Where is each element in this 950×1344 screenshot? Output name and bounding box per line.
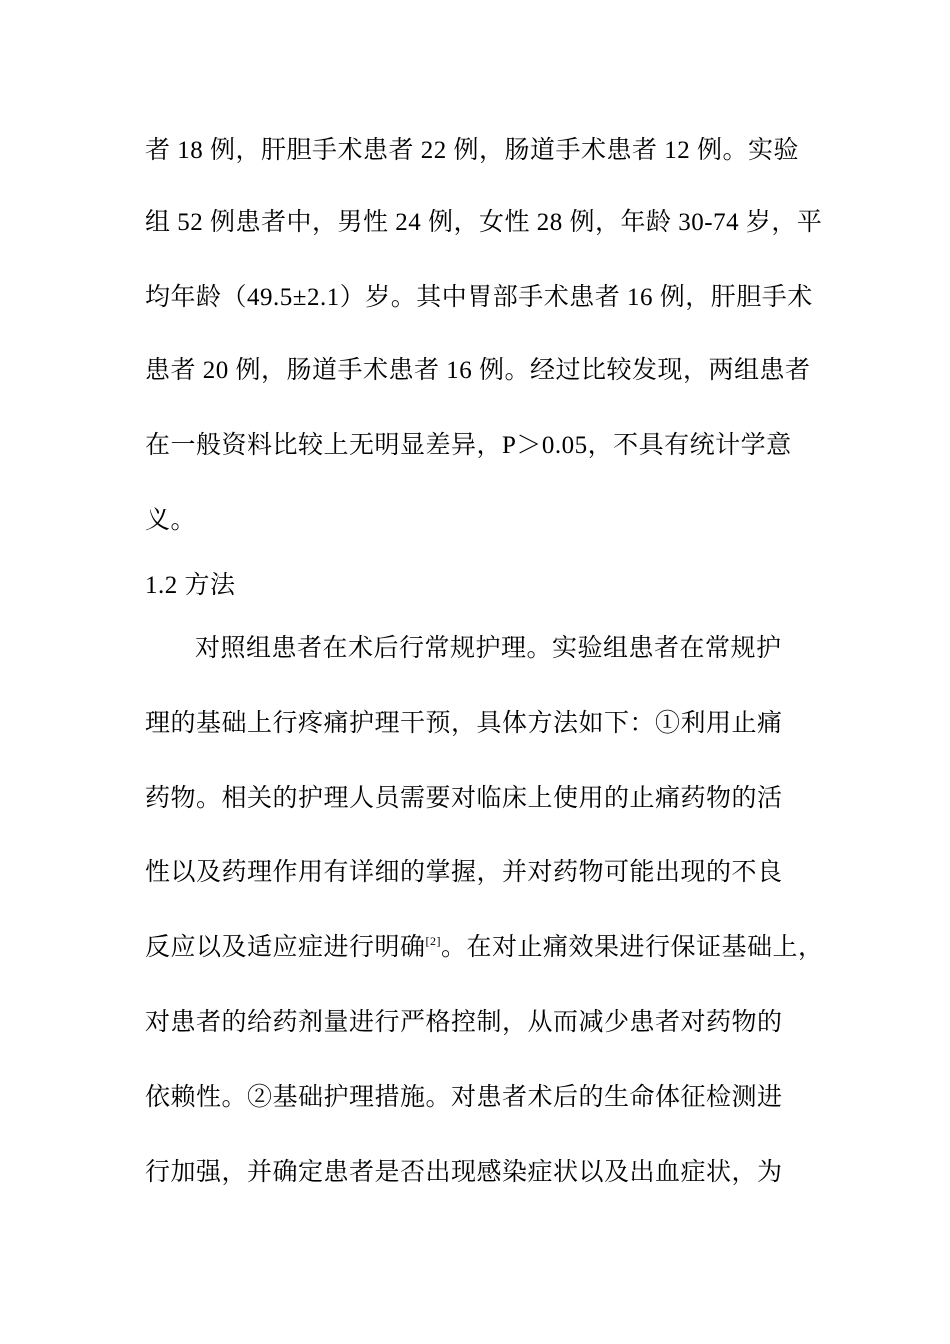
paragraph-line: 性以及药理作用有详细的掌握，并对药物可能出现的不良: [145, 859, 783, 886]
paragraph-line: 依赖性。②基础护理措施。对患者术后的生命体征检测进: [145, 1084, 783, 1111]
paragraph-line: 理的基础上行疼痛护理干预，具体方法如下：①利用止痛: [145, 710, 783, 737]
paragraph-line: 者 18 例，肝胆手术患者 22 例，肠道手术患者 12 例。实验: [145, 137, 800, 164]
section-heading: 1.2 方法: [145, 572, 236, 599]
citation-ref: [2]: [425, 934, 442, 948]
paragraph-line: [145, 932, 824, 964]
paragraph-line: 对照组患者在术后行常规护理。实验组患者在常规护: [195, 635, 782, 662]
paragraph-line: 药物。相关的护理人员需要对临床上使用的止痛药物的活: [145, 785, 783, 812]
paragraph-line: 患者 20 例，肠道手术患者 16 例。经过比较发现，两组患者: [145, 357, 811, 384]
line-text: 。在对止痛效果进行保证基础上，: [441, 934, 824, 961]
line-text: 反应以及适应症进行明确: [145, 934, 426, 961]
paragraph-line: 均年龄（49.5±2.1）岁。其中胃部手术患者 16 例，肝胆手术: [145, 284, 813, 311]
paragraph-line: 对患者的给药剂量进行严格控制，从而减少患者对药物的: [145, 1009, 783, 1036]
paragraph-line: 在一般资料比较上无明显差异，P＞0.05，不具有统计学意: [145, 432, 792, 459]
paragraph-line: 义。: [145, 507, 197, 534]
paragraph-line: 行加强，并确定患者是否出现感染症状以及出血症状，为: [145, 1159, 783, 1186]
paragraph-line: 组 52 例患者中，男性 24 例，女性 28 例，年龄 30-74 岁，平: [145, 209, 823, 236]
